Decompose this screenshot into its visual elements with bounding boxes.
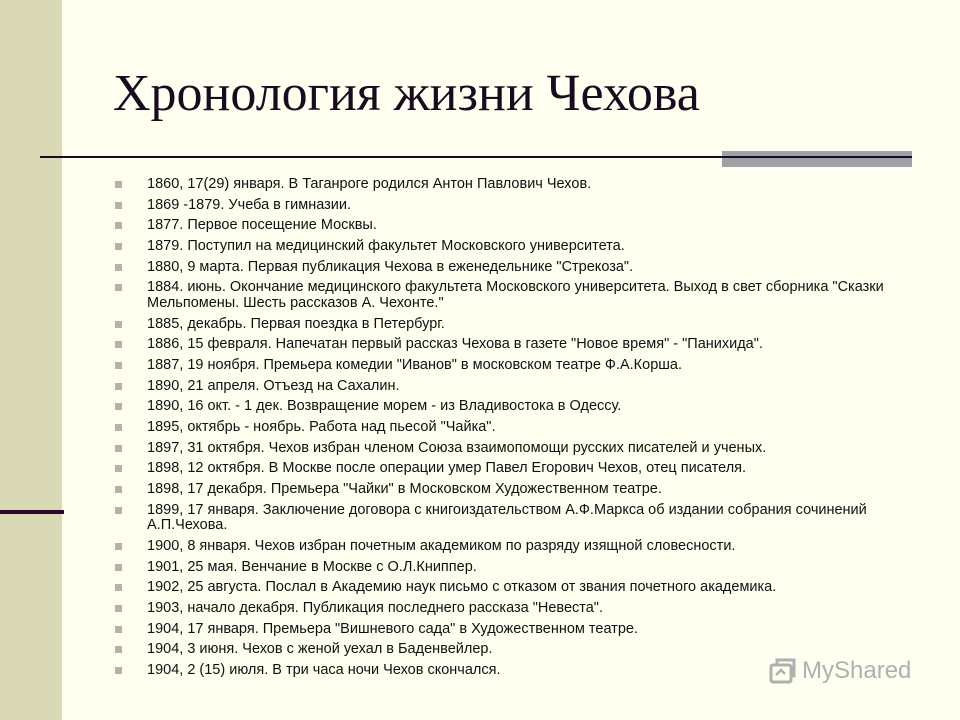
bullet-icon bbox=[115, 264, 122, 271]
list-item bbox=[112, 177, 927, 193]
bullet-icon bbox=[115, 424, 122, 431]
list-item-text: 1869 -1879. Учеба в гимназии. bbox=[147, 196, 352, 213]
bullet-icon bbox=[115, 202, 122, 209]
bullet-icon bbox=[115, 564, 122, 571]
list-item bbox=[112, 358, 927, 374]
bullet-icon bbox=[115, 626, 122, 633]
left-decorative-band bbox=[0, 0, 62, 720]
list-item-text: 1899, 17 января. Заключение договора с книгоиздательством А.Ф.Маркса об издании собрания сочинений А.П.Чехова. bbox=[147, 501, 867, 534]
bullet-icon bbox=[115, 383, 122, 390]
list-item-text: 1879. Поступил на медицинский факультет Московского университета. bbox=[147, 238, 625, 255]
bullet-icon bbox=[115, 181, 122, 188]
list-item-text: 1901, 25 мая. Венчание в Москве с О.Л.Книппер. bbox=[147, 558, 477, 575]
list-item-text: 1880, 9 марта. Первая публикация Чехова в еженедельнике "Стрекоза". bbox=[147, 258, 634, 275]
myshared-logo-icon bbox=[768, 656, 798, 686]
list-item-text: 1860, 17(29) января. В Таганроге родился Антон Павлович Чехов. bbox=[147, 176, 592, 192]
list-item-text: 1877. Первое посещение Москвы. bbox=[147, 217, 377, 234]
bullet-icon bbox=[115, 243, 122, 250]
list-item-text: 1904, 17 января. Премьера "Вишневого сада" в Художественном театре. bbox=[147, 620, 638, 637]
slide-title: Хронология жизни Чехова bbox=[113, 65, 700, 122]
list-item-text: 1886, 15 февраля. Напечатан первый рассказ Чехова в газете "Новое время" - "Панихида". bbox=[147, 336, 763, 353]
list-item bbox=[112, 317, 927, 333]
list-item-text: 1885, декабрь. Первая поездка в Петербург. bbox=[147, 315, 445, 332]
list-item bbox=[112, 260, 927, 276]
list-item bbox=[112, 580, 927, 596]
bullet-icon bbox=[115, 362, 122, 369]
list-item bbox=[112, 503, 927, 534]
list-item-text: 1884. июнь. Окончание медицинского факультета Московского университета. Выход в свет сборника "Сказки Мельпомены. Шесть рассказов А. Чехонте." bbox=[147, 279, 884, 311]
bullet-icon bbox=[115, 667, 122, 674]
bullet-icon bbox=[115, 605, 122, 612]
bullet-icon bbox=[115, 584, 122, 591]
title-rule bbox=[40, 156, 912, 158]
list-item bbox=[112, 420, 927, 436]
list-item-text: 1890, 16 окт. - 1 дек. Возвращение морем - из Владивостока в Одессу. bbox=[147, 398, 622, 415]
list-item-text: 1890, 21 апреля. Отъезд на Сахалин. bbox=[147, 377, 400, 394]
list-item-text: 1897, 31 октября. Чехов избран членом Союза взаимопомощи русских писателей и ученых. bbox=[147, 439, 767, 456]
list-item bbox=[112, 337, 927, 353]
list-item bbox=[112, 601, 927, 617]
list-item-text: 1900, 8 января. Чехов избран почетным академиком по разряду изящной словесности. bbox=[147, 538, 736, 554]
bullet-icon bbox=[115, 445, 122, 452]
bullet-icon bbox=[115, 543, 122, 550]
list-item-text: 1904, 3 июня. Чехов с женой уехал в Баденвейлер. bbox=[147, 641, 493, 658]
list-item bbox=[112, 218, 927, 234]
list-item-text: 1902, 25 августа. Послал в Академию наук письмо с отказом от звания почетного академика. bbox=[147, 579, 777, 596]
list-item bbox=[112, 239, 927, 255]
watermark-text: MyShared bbox=[802, 657, 912, 684]
left-band-divider bbox=[0, 510, 64, 514]
list-item bbox=[112, 280, 927, 311]
list-item-text: 1904, 2 (15) июля. В три часа ночи Чехов скончался. bbox=[147, 662, 501, 679]
list-item-text: 1895, октябрь - ноябрь. Работа над пьесой "Чайка". bbox=[147, 419, 496, 436]
list-item bbox=[112, 482, 927, 498]
list-item bbox=[112, 198, 927, 214]
title-rule-accent bbox=[722, 151, 912, 167]
list-item bbox=[112, 560, 927, 576]
watermark bbox=[768, 656, 911, 686]
list-item-text: 1898, 17 декабря. Премьера "Чайки" в Московском Художественном театре. bbox=[147, 481, 662, 498]
list-item-text: 1903, начало декабря. Публикация последнего рассказа "Невеста". bbox=[147, 600, 603, 617]
bullet-icon bbox=[115, 507, 122, 514]
list-item bbox=[112, 399, 927, 415]
bullet-icon bbox=[115, 222, 122, 229]
chronology-list bbox=[112, 177, 927, 684]
list-item bbox=[112, 539, 927, 555]
bullet-icon bbox=[115, 486, 122, 493]
bullet-icon bbox=[115, 321, 122, 328]
bullet-icon bbox=[115, 403, 122, 410]
list-item-text: 1887, 19 ноября. Премьера комедии "Иванов" в московском театре Ф.А.Корша. bbox=[147, 357, 682, 373]
list-item bbox=[112, 379, 927, 395]
list-item bbox=[112, 622, 927, 638]
list-item bbox=[112, 461, 927, 477]
list-item bbox=[112, 441, 927, 457]
bullet-icon bbox=[115, 341, 122, 348]
bullet-icon bbox=[115, 646, 122, 653]
list-item-text: 1898, 12 октября. В Москве после операции умер Павел Егорович Чехов, отец писателя. bbox=[147, 460, 747, 477]
bullet-icon bbox=[115, 284, 122, 291]
bullet-icon bbox=[115, 465, 122, 472]
